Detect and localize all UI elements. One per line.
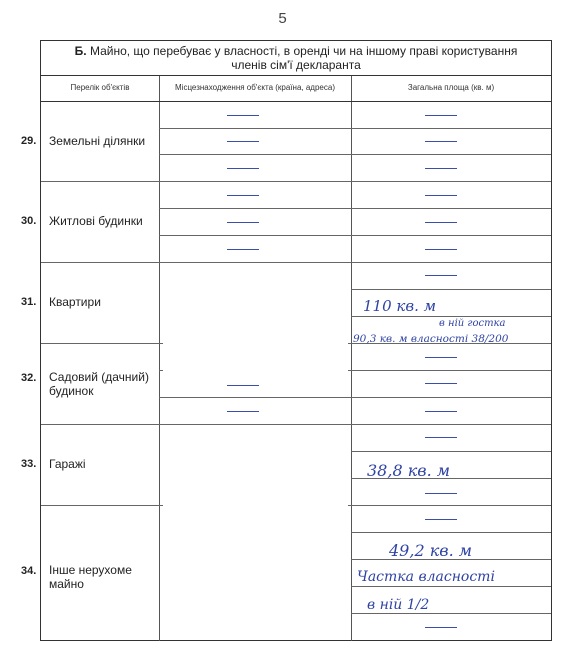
- handwritten-apartment-area: 110 кв. м: [363, 297, 437, 315]
- row-label-garden-house: Садовий (дачний) будинок: [49, 370, 149, 398]
- column-header-object: Перелік об'єктів: [70, 83, 130, 92]
- handwritten-other-area: 49,2 кв. м: [389, 541, 473, 560]
- row-label-houses: Житлові будинки: [49, 214, 143, 228]
- column-divider: [351, 75, 352, 641]
- empty-dash: [425, 627, 457, 628]
- row-divider: [41, 181, 551, 182]
- subrow-divider: [351, 613, 551, 614]
- handwritten-apartment-note: в ній гостка: [439, 318, 506, 329]
- empty-dash: [227, 195, 259, 196]
- subrow-divider: [351, 289, 551, 290]
- row-number-29: 29.: [21, 135, 37, 147]
- row-divider: [41, 424, 551, 425]
- section-title-line2: членів сім'ї декларанта: [231, 58, 361, 72]
- subrow-divider: [159, 154, 551, 155]
- section-title-line1: Майно, що перебуває у власності, в оренді чи на іншому праві користування: [89, 44, 518, 58]
- row-number-34: 34.: [21, 565, 37, 577]
- section-header: [41, 41, 551, 75]
- subrow-divider: [351, 532, 551, 533]
- empty-dash: [425, 357, 457, 358]
- column-divider: [159, 75, 160, 641]
- empty-dash: [425, 168, 457, 169]
- declaration-section-b: [21, 40, 552, 641]
- empty-dash: [227, 141, 259, 142]
- empty-dash: [227, 411, 259, 412]
- subrow-divider: [351, 316, 551, 317]
- empty-dash: [425, 437, 457, 438]
- empty-dash: [425, 249, 457, 250]
- page-number: 5: [278, 10, 287, 27]
- empty-dash: [227, 385, 259, 386]
- row-number-30: 30.: [21, 215, 37, 227]
- handwritten-other-share-fraction: в ній 1/2: [367, 597, 430, 613]
- empty-dash: [227, 222, 259, 223]
- subrow-divider: [159, 397, 551, 398]
- row-label-land: Земельні ділянки: [49, 134, 146, 148]
- empty-dash: [425, 519, 457, 520]
- property-table: [21, 75, 551, 641]
- redacted-area: [163, 291, 348, 391]
- row-label-apartments: Квартири: [49, 295, 101, 309]
- handwritten-garage-area: 38,8 кв. м: [367, 461, 451, 480]
- empty-dash: [227, 249, 259, 250]
- row-label-garages: Гаражі: [49, 457, 86, 471]
- redacted-area: [163, 475, 348, 639]
- row-number-32: 32.: [21, 372, 37, 384]
- row-number-31: 31.: [21, 296, 37, 308]
- subrow-divider: [351, 451, 551, 452]
- empty-dash: [425, 493, 457, 494]
- empty-dash: [227, 115, 259, 116]
- row-number-33: 33.: [21, 458, 37, 470]
- empty-dash: [425, 222, 457, 223]
- row-divider: [41, 75, 551, 76]
- row-divider: [41, 262, 551, 263]
- row-divider: [41, 101, 551, 102]
- subrow-divider: [159, 128, 551, 129]
- empty-dash: [425, 411, 457, 412]
- subrow-divider: [351, 586, 551, 587]
- handwritten-other-share: Частка власності: [357, 569, 495, 585]
- empty-dash: [425, 383, 457, 384]
- row-label-other-property: Інше нерухоме майно: [49, 563, 132, 591]
- empty-dash: [425, 275, 457, 276]
- empty-dash: [227, 168, 259, 169]
- column-header-location: Місцезнаходження об'єкта (країна, адреса): [175, 83, 335, 92]
- subrow-divider: [159, 208, 551, 209]
- handwritten-apartment-share: 90,3 кв. м власності 38/200: [353, 333, 509, 345]
- empty-dash: [425, 141, 457, 142]
- empty-dash: [425, 195, 457, 196]
- section-letter: Б.: [74, 44, 87, 58]
- column-header-area: Загальна площа (кв. м): [407, 83, 495, 92]
- subrow-divider: [159, 235, 551, 236]
- empty-dash: [425, 115, 457, 116]
